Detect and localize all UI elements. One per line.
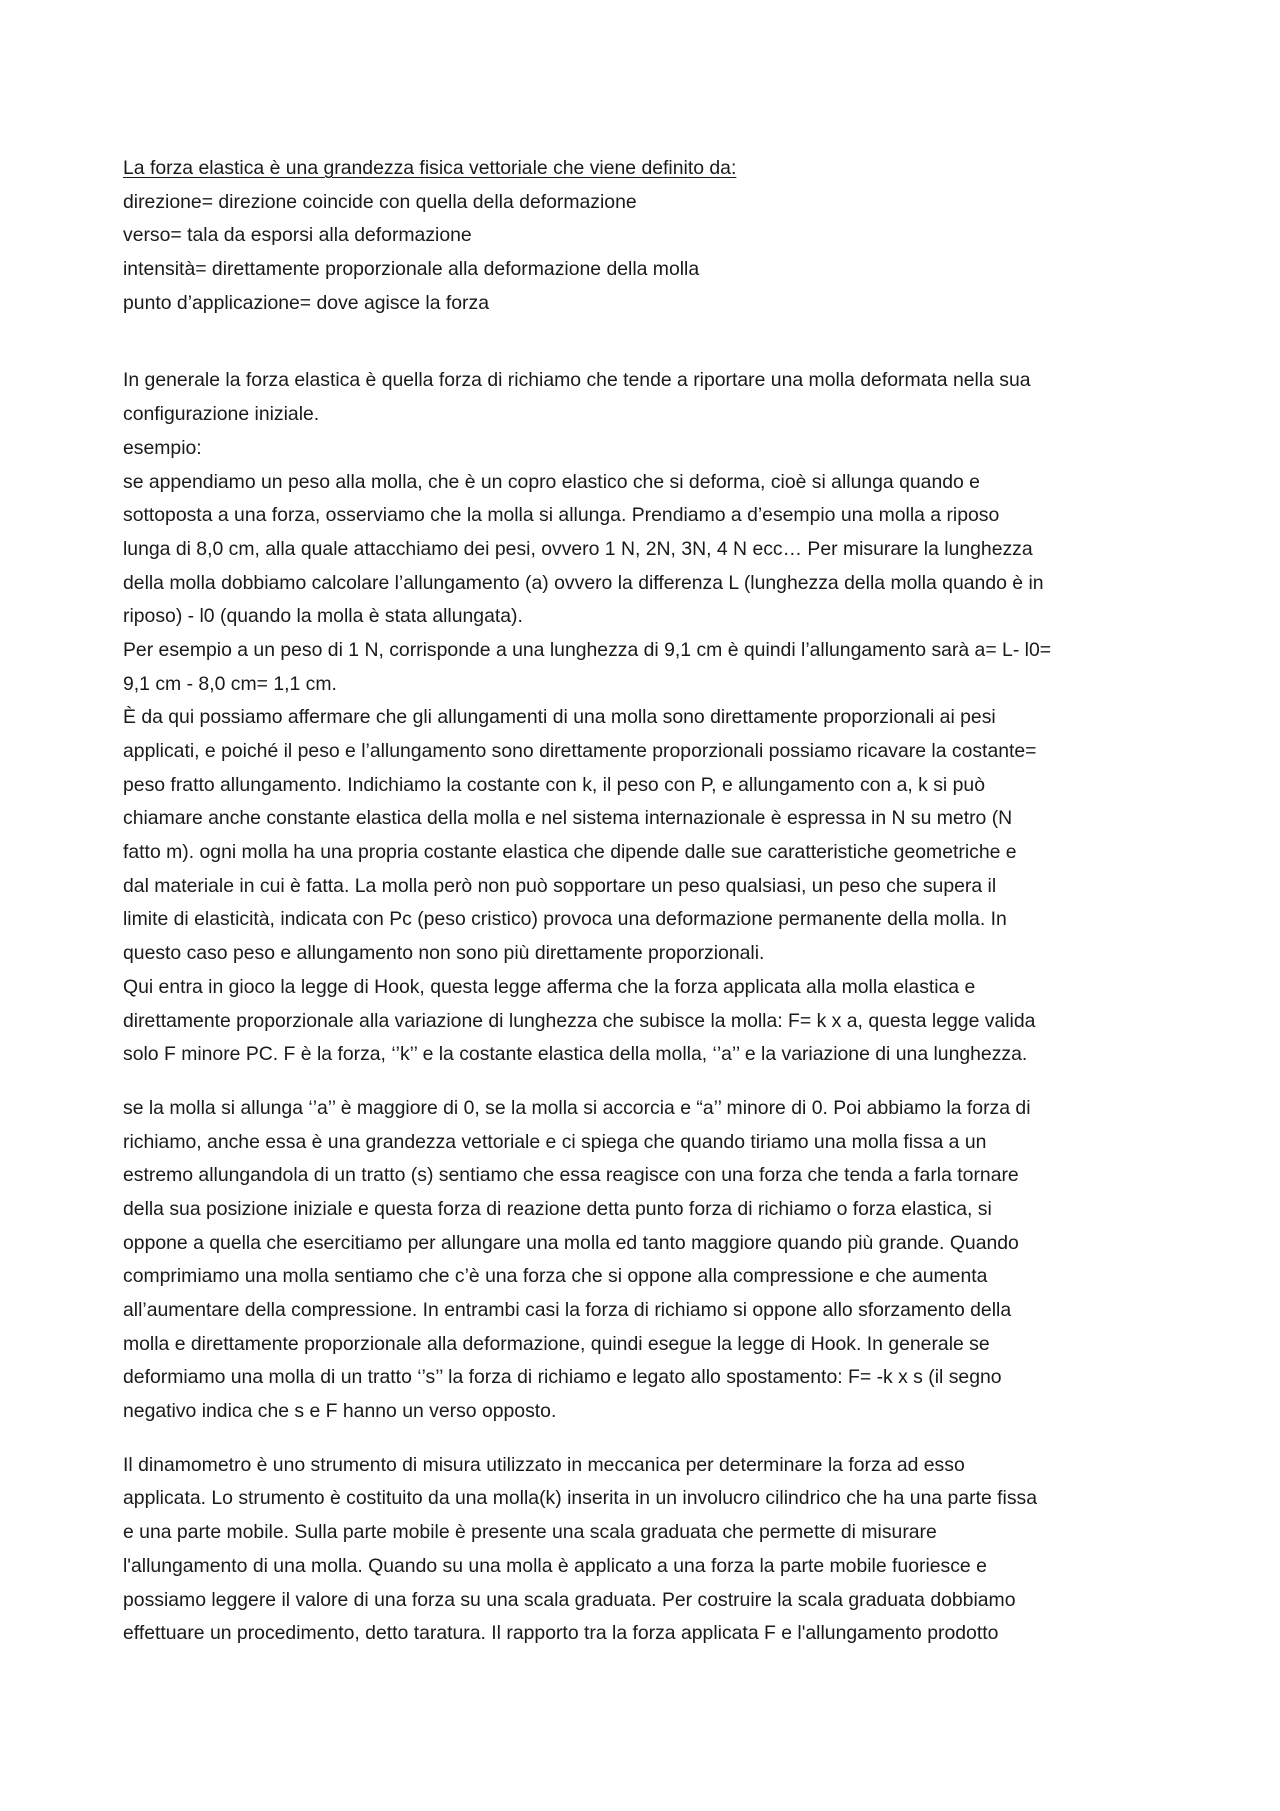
paragraph-line: all’aumentare della compressione. In entrambi casi la forza di richiamo si oppone allo sforzamento della [123, 1299, 1012, 1321]
paragraph-line: È da qui possiamo affermare che gli allungamenti di una molla sono direttamente proporzionali ai pesi [123, 706, 996, 729]
definition-item-intensity: intensità= direttamente proporzionale alla deformazione della molla [123, 258, 700, 281]
definition-heading: La forza elastica è una grandezza fisica vettoriale che viene definito da: [123, 157, 737, 179]
definition-item-direction: direzione= direzione coincide con quella della deformazione [123, 190, 637, 213]
paragraph-line: estremo allungandola di un tratto (s) sentiamo che essa reagisce con una forza che tenda a farla tornare [123, 1164, 1019, 1187]
paragraph-line: applicati, e poiché il peso e l’allungamento sono direttamente proporzionali possiamo ricavare la costante= [123, 740, 1037, 762]
paragraph-line: se appendiamo un peso alla molla, che è un copro elastico che si deforma, cioè si allunga quando e [123, 470, 980, 493]
paragraph-line: esempio: [123, 436, 202, 459]
paragraph-spacer [123, 1429, 1173, 1449]
paragraph-line: sottoposta a una forza, osserviamo che la molla si allunga. Prendiamo a d’esempio una molla a riposo [123, 504, 1000, 527]
paragraph-line: questo caso peso e allungamento non sono più direttamente proporzionali. [123, 942, 765, 965]
paragraph-line: riposo) - l0 (quando la molla è stata allungata). [123, 605, 523, 628]
paragraph-line: possiamo leggere il valore di una forza su una scala graduata. Per costruire la scala graduata dobbiamo [123, 1588, 1016, 1611]
paragraph-line: lunga di 8,0 cm, alla quale attacchiamo dei pesi, ovvero 1 N, 2N, 3N, 4 N ecc… Per misurare la lunghezza [123, 537, 1033, 560]
paragraph-line: In generale la forza elastica è quella forza di richiamo che tende a riportare una molla deformata nella sua [123, 369, 1031, 392]
paragraph-line: peso fratto allungamento. Indichiamo la costante con k, il peso con P, e allungamento con a, k si può [123, 773, 985, 796]
paragraph-line: Il dinamometro è uno strumento di misura utilizzato in meccanica per determinare la forza ad esso [123, 1453, 965, 1476]
paragraph-restoring-force [123, 1092, 1173, 1429]
paragraph-line: della molla dobbiamo calcolare l’allungamento (a) ovvero la differenza L (lunghezza della molla quando è in [123, 571, 1044, 594]
definition-item-verse: verso= tala da esporsi alla deformazione [123, 224, 472, 247]
paragraph-line: negativo indica che s e F hanno un verso opposto. [123, 1400, 557, 1423]
paragraph-line: solo F minore PC. F è la forza, ‘’k’’ e la costante elastica della molla, ‘’a’’ e la variazione di una lunghezza. [123, 1043, 1028, 1066]
paragraph-line: 9,1 cm - 8,0 cm= 1,1 cm. [123, 672, 337, 695]
section-spacer [123, 320, 1173, 364]
paragraph-line: della sua posizione iniziale e questa forza di reazione detta punto forza di richiamo o forza elastica, si [123, 1197, 992, 1220]
paragraph-line: comprimiamo una molla sentiamo che c’è una forza che si oppone alla compressione e che aumenta [123, 1265, 988, 1288]
definition-section [123, 152, 1173, 320]
paragraph-line: effettuare un procedimento, detto taratura. Il rapporto tra la forza applicata F e l'allungamento prodotto [123, 1622, 999, 1645]
paragraph-line: e una parte mobile. Sulla parte mobile è presente una scala graduata che permette di misurare [123, 1521, 937, 1544]
paragraph-line: Qui entra in gioco la legge di Hook, questa legge afferma che la forza applicata alla molla elastica e [123, 975, 976, 998]
paragraph-line: l'allungamento di una molla. Quando su una molla è applicato a una forza la parte mobile fuoriesce e [123, 1554, 987, 1577]
paragraph-dynamometer [123, 1449, 1173, 1651]
paragraph-line: deformiamo una molla di un tratto ‘’s’’ la forza di richiamo e legato allo spostamento: F= -k x s (il segno [123, 1366, 1002, 1389]
paragraph-line: fatto m). ogni molla ha una propria costante elastica che dipende dalle sue caratteristiche geometriche e [123, 841, 1017, 864]
paragraph-spacer [123, 1072, 1173, 1092]
definition-item-application-point: punto d’applicazione= dove agisce la forza [123, 291, 489, 314]
paragraph-line: dal materiale in cui è fatta. La molla però non può sopportare un peso qualsiasi, un peso che supera il [123, 874, 997, 897]
paragraph-line: configurazione iniziale. [123, 403, 320, 426]
paragraph-elastic-force [123, 364, 1173, 1071]
paragraph-line: richiamo, anche essa è una grandezza vettoriale e ci spiega che quando tiriamo una molla fissa a un [123, 1130, 987, 1153]
paragraph-line: applicata. Lo strumento è costituito da una molla(k) inserita in un involucro cilindrico che ha una parte fissa [123, 1487, 1038, 1510]
paragraph-line: molla e direttamente proporzionale alla deformazione, quindi esegue la legge di Hook. In generale se [123, 1332, 990, 1355]
document-body [123, 152, 1173, 1651]
paragraph-line: direttamente proporzionale alla variazione di lunghezza che subisce la molla: F= k x a, questa legge valida [123, 1009, 1036, 1032]
paragraph-line: limite di elasticità, indicata con Pc (peso cristico) provoca una deformazione permanente della molla. In [123, 908, 1007, 931]
paragraph-line: chiamare anche constante elastica della molla e nel sistema internazionale è espressa in N su metro (N [123, 807, 1013, 830]
paragraph-line: se la molla si allunga ‘’a’’ è maggiore di 0, se la molla si accorcia e “a’’ minore di 0. Poi abbiamo la forza di [123, 1096, 1031, 1119]
paragraph-line: oppone a quella che esercitiamo per allungare una molla ed tanto maggiore quando più grande. Quando [123, 1231, 1019, 1254]
paragraph-line: Per esempio a un peso di 1 N, corrisponde a una lunghezza di 9,1 cm è quindi l’allungamento sarà a= L- l0= [123, 638, 1052, 661]
